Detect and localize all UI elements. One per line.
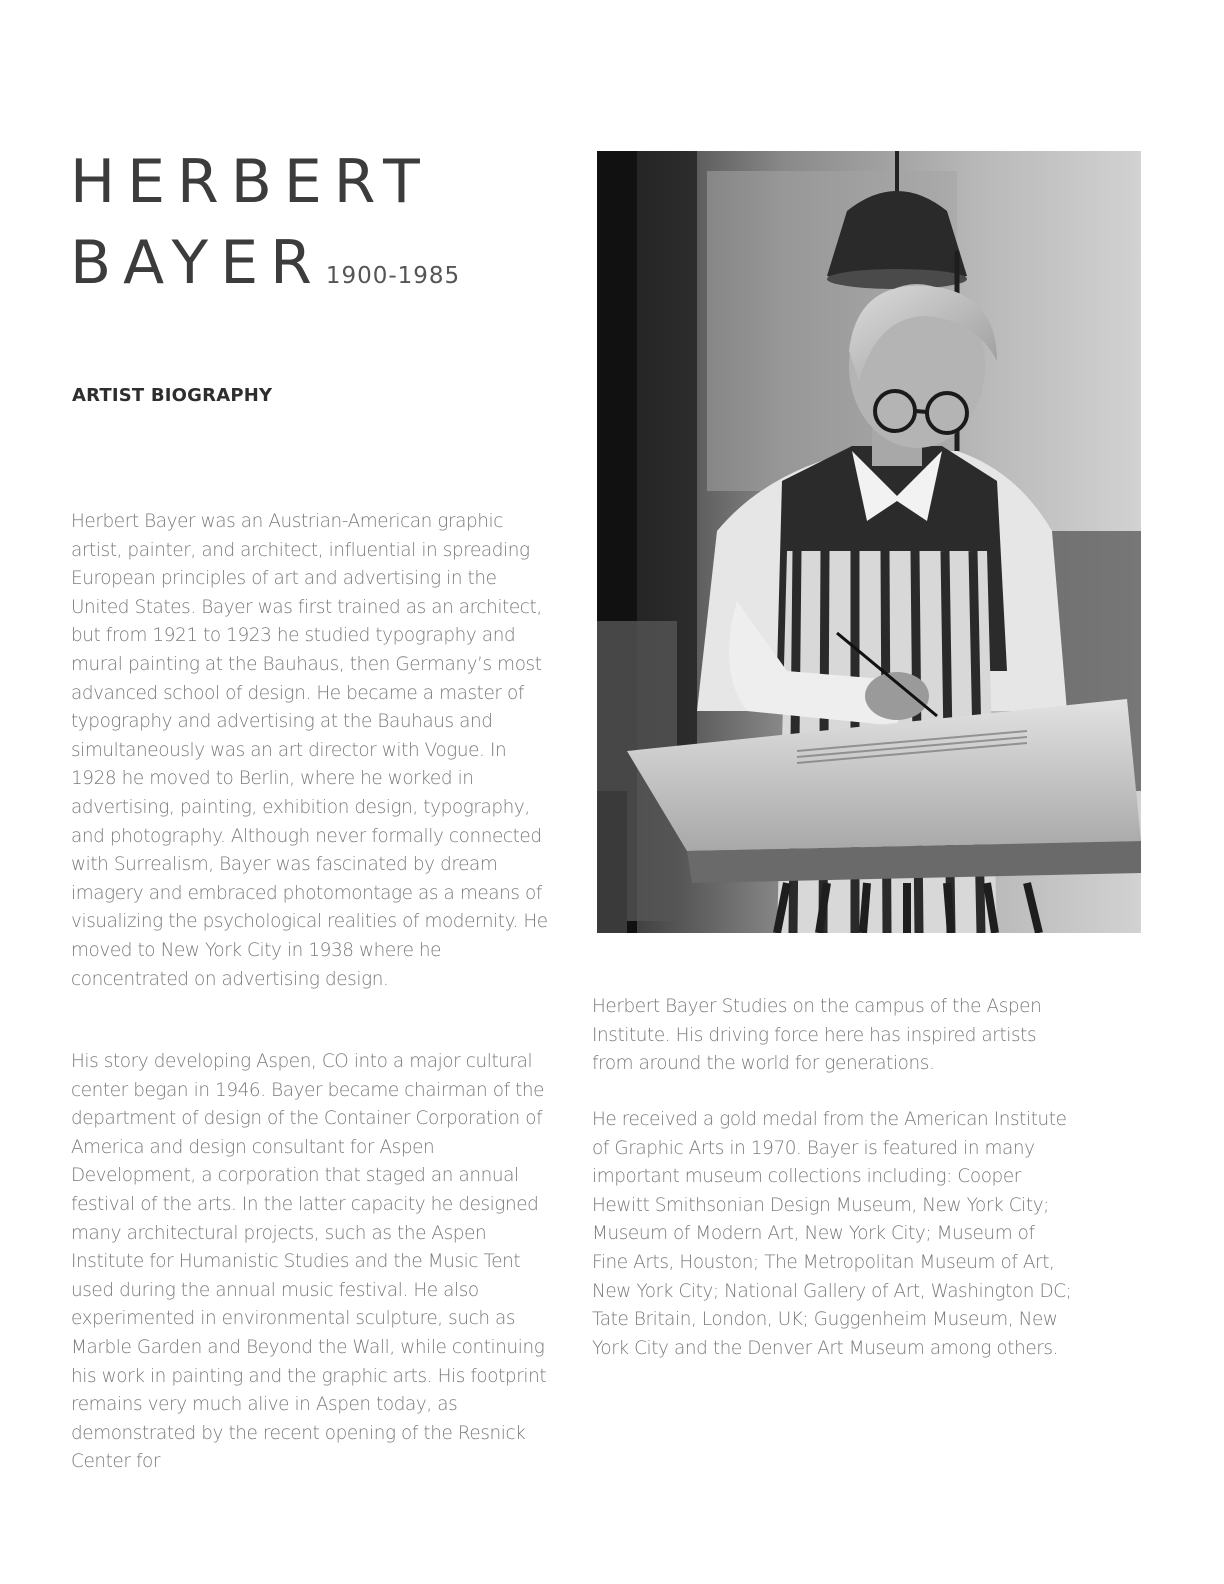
artist-first-name: HERBERT [70, 147, 432, 217]
portrait-photo-icon [597, 151, 1141, 933]
biography-paragraph-2: His story developing Aspen, CO into a major cultural center began in 1946. Bayer became chairman of the department of design of the Container Corporation of America and design consultant for Aspen Development, a corporation that staged an annual festival of the arts. In the latter capacity he designed many architectural projects, such as the Aspen Institute for Humanistic Studies and the Music Tent used during the annual music festival. He also experimented in environmental sculpture, such as Marble Garden and Beyond the Wall, while continuing his work in painting and the graphic arts. His footprint remains very much alive in Aspen today, as demonstrated by the recent opening of the Resnick Center for [71, 1051, 547, 1473]
artist-years: 1900-1985 [325, 263, 461, 289]
artist-last-name [70, 228, 461, 298]
biography-paragraph-1: Herbert Bayer was an Austrian-American graphic artist, painter, and architect, influential in spreading European principles of art and advertising in the United States. Bayer was first trained as an architect, but from 1921 to 1923 he studied typography and mural painting at the Bauhaus, then Germany’s most advanced school of design. He became a master of typography and advertising at the Bauhaus and simultaneously was an art director with Vogue. In 1928 he moved to Berlin, where he worked in advertising, painting, exhibition design, typography, and photography. Although never formally connected with Surrealism, Bayer was fascinated by dream imagery and embraced photomontage as a means of visualizing the psychological realities of modernity. He moved to New York City in 1938 where he concentrated on advertising design. [71, 511, 548, 990]
artist-photo [597, 151, 1141, 933]
section-heading: ARTIST BIOGRAPHY [72, 385, 273, 406]
artist-last-name-text: BAYER [70, 228, 324, 298]
biography-paragraph-3: Herbert Bayer Studies on the campus of the Aspen Institute. His driving force here has inspired artists from around the world for generations. [592, 996, 1042, 1075]
biography-paragraph-4: He received a gold medal from the American Institute of Graphic Arts in 1970. Bayer is featured in many important museum collections including: Cooper Hewitt Smithsonian Design Museum, New York City; Museum of Modern Art, New York City; Museum of Fine Arts, Houston; The Metropolitan Museum of Art, New York City; National Gallery of Art, Washington DC; Tate Britain, London, UK; Guggenheim Museum, New York City and the Denver Art Museum among others. [592, 1109, 1072, 1359]
